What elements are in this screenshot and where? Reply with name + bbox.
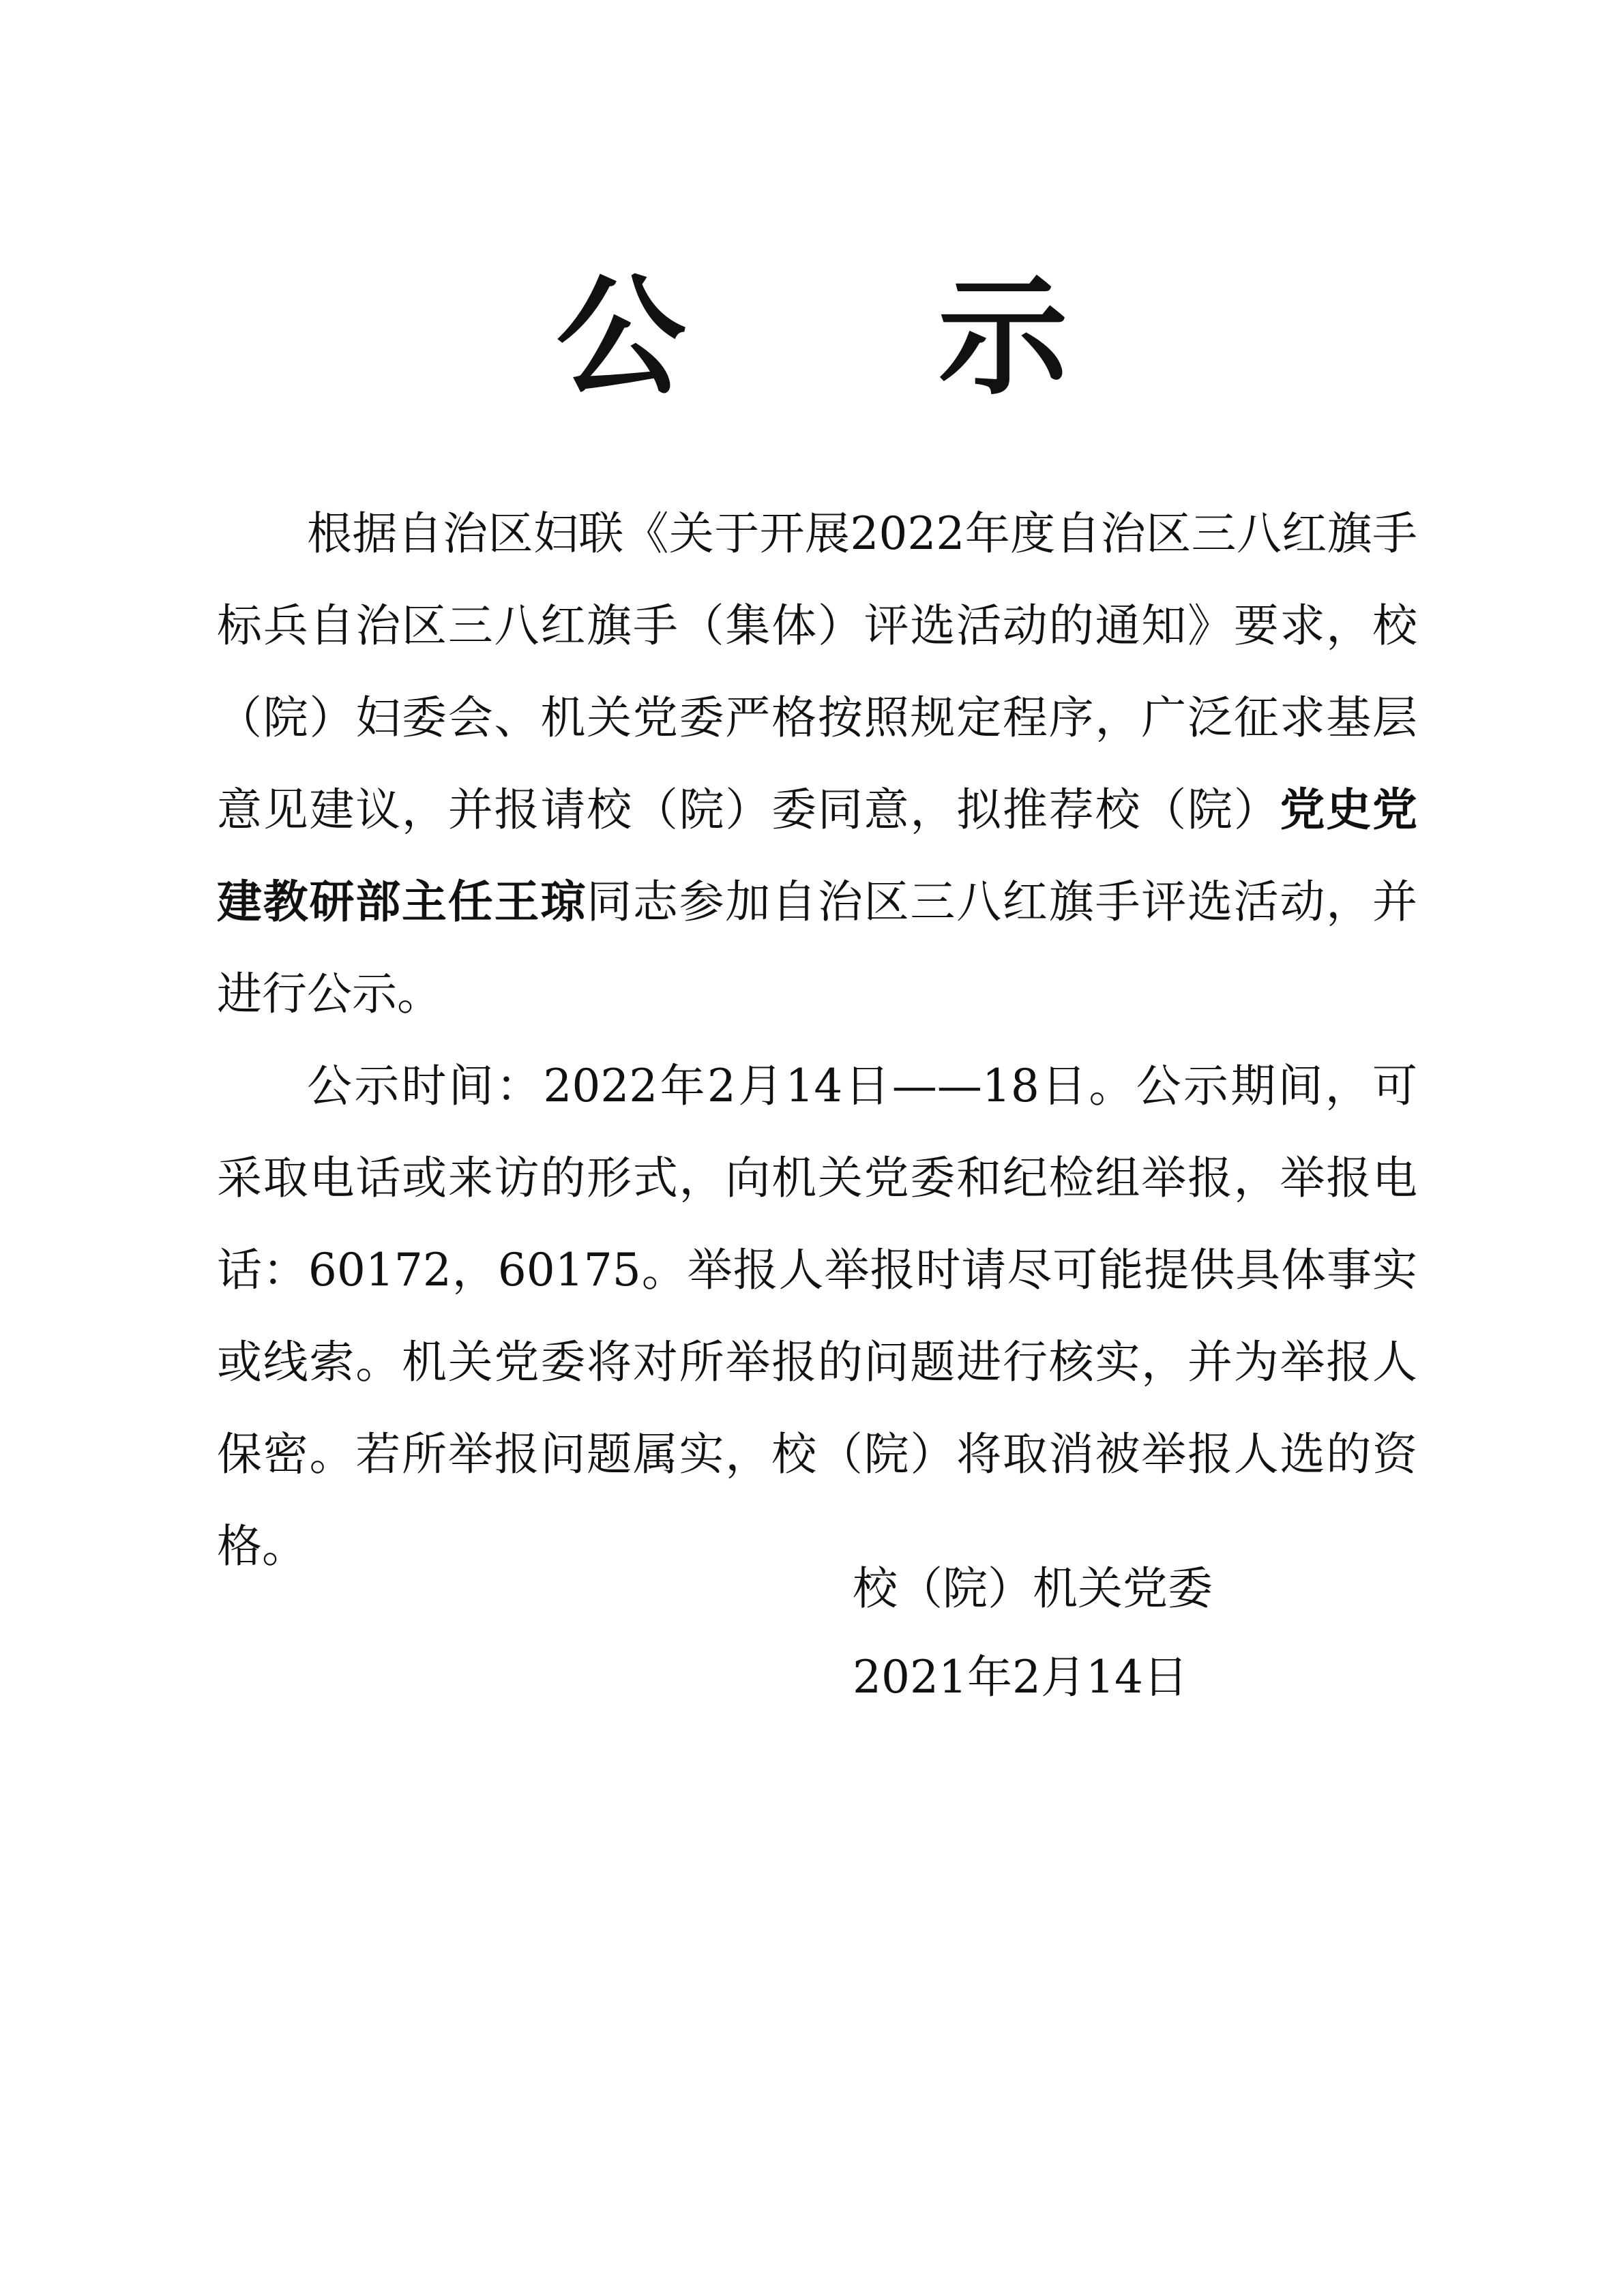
paragraph-2: 公示时间：2022年2月14日——18日。公示期间，可采取电话或来访的形式，向机关党委和纪检组举报，举报电话：60172，60175。举报人举报时请尽可能提供具体事实或线索。机关党委将对所举报的问题进行核实，并为举报人保密。若所举报问题属实，校（院）将取消被举报人选的资格。 [217,1060,1417,1572]
title-char-2: 示 [938,262,1068,413]
signature-org: 校（院）机关党委 [853,1562,1213,1615]
title-char-1: 公 [556,262,686,413]
paragraph-1 [217,488,1417,1040]
notice-body [217,488,1417,1592]
page-title [0,262,1624,413]
signature-date: 2021年2月14日 [853,1651,1188,1703]
paragraph-1-intro: 根据自治区妇联《关于开展2022年度自治区三八红旗手标兵自治区三八红旗手（集体）评选活动的通知》要求，校（院）妇委会、机关党委严格按照规定程序，广泛征求基层意见建议，并报请校（院）委同意，拟推荐校（院） [217,507,1417,836]
signature-block [853,1545,1213,1722]
nominee-highlight: 党史党建教研部主任王琼 [217,784,1418,928]
paragraph-1-end: 同志参加自治区三八红旗手评选活动，并进行公示。 [217,876,1418,1020]
